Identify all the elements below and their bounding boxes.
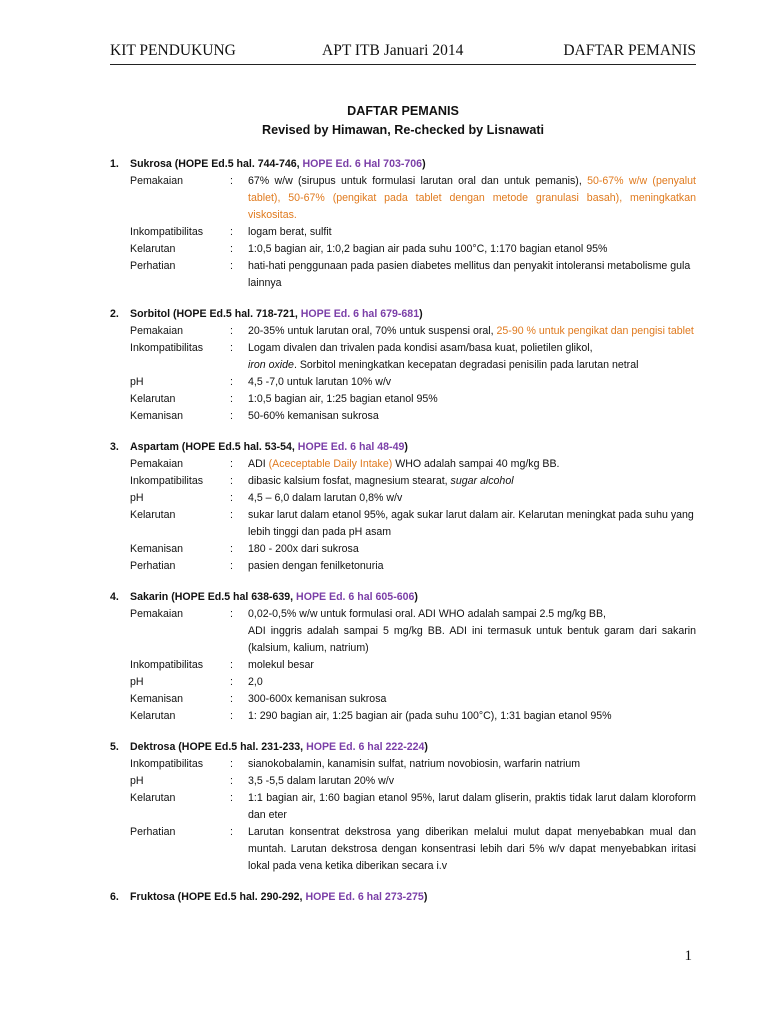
document-subtitle: Revised by Himawan, Re-checked by Lisnawati [261, 123, 545, 137]
section-sorbitol [110, 306, 696, 425]
property-value: 300-600x kemanisan sukrosa [248, 693, 387, 705]
section-number: 3. [110, 441, 119, 453]
property-label: Kelarutan [130, 243, 176, 255]
property-value: molekul besar [248, 659, 314, 671]
colon: : [230, 659, 233, 671]
section-name: Dektrosa (HOPE Ed.5 hal. 231-233, [130, 741, 307, 753]
section-close: ) [423, 891, 428, 903]
document-body [110, 102, 696, 920]
hope6-reference: HOPE Ed. 6 hal 48-49 [297, 441, 405, 453]
property-row [130, 790, 696, 824]
property-row [130, 408, 696, 425]
highlight-text: 50-67% w/w (penyalut tablet), 50-67% (pengikat pada tablet dengan metode granulasi basah), meningkatkan viskositas. [248, 175, 696, 221]
property-row [130, 241, 696, 258]
colon: : [230, 543, 233, 555]
property-row [130, 541, 696, 558]
colon: : [230, 393, 233, 405]
property-label: pH [130, 376, 144, 388]
property-row [130, 824, 696, 875]
hope6-reference: HOPE Ed. 6 hal 605-606 [296, 591, 415, 603]
hope6-reference: HOPE Ed. 6 hal 679-681 [300, 308, 420, 320]
colon: : [230, 342, 233, 354]
property-row [130, 606, 696, 657]
section-title [110, 439, 696, 456]
colon: : [230, 492, 233, 504]
section-name: Aspartam (HOPE Ed.5 hal. 53-54, [130, 441, 298, 453]
colon: : [230, 775, 233, 787]
property-row [130, 657, 696, 674]
property-label: Pemakaian [130, 175, 183, 187]
property-label: Perhatian [130, 560, 176, 572]
property-value: 4,5 -7,0 untuk larutan 10% w/v [248, 376, 392, 388]
section-close: ) [414, 591, 418, 603]
colon: : [230, 693, 233, 705]
property-label: Kemanisan [130, 693, 183, 705]
property-value: 1:0,5 bagian air, 1:25 bagian etanol 95% [248, 393, 438, 405]
property-row [130, 691, 696, 708]
property-value: 50-60% kemanisan sukrosa [248, 410, 379, 422]
colon: : [230, 710, 233, 722]
colon: : [230, 826, 233, 838]
property-row [130, 490, 696, 507]
colon: : [230, 560, 233, 572]
header-right: DAFTAR PEMANIS [563, 42, 696, 59]
property-label: Kemanisan [130, 543, 183, 555]
property-row [130, 374, 696, 391]
colon: : [230, 376, 233, 388]
section-number: 6. [110, 891, 119, 903]
section-title [110, 156, 696, 173]
property-row [130, 391, 696, 408]
section-name: Fruktosa (HOPE Ed.5 hal. 290-292, [130, 891, 306, 903]
property-value: 67% w/w (sirupus untuk formulasi larutan oral dan untuk pemanis), 50-67% w/w (penyalut tablet), 50-67% (pengikat pada tablet dengan metode granulasi basah), meningkatkan viskositas. [248, 175, 696, 221]
section-name: Sorbitol (HOPE Ed.5 hal. 718-721, [130, 308, 301, 320]
property-label: Kelarutan [130, 393, 176, 405]
property-value: 3,5 -5,5 dalam larutan 20% w/v [248, 775, 395, 787]
property-value: 20-35% untuk larutan oral, 70% untuk suspensi oral, 25-90 % untuk pengikat dan pengisi tablet [248, 325, 694, 337]
section-name: Sukrosa (HOPE Ed.5 hal. 744-746, [130, 158, 303, 170]
colon: : [230, 676, 233, 688]
section-close: ) [424, 741, 428, 753]
property-label: Pemakaian [130, 325, 183, 337]
hope6-reference: HOPE Ed. 6 hal 222-224 [306, 741, 425, 753]
property-value: Logam divalen dan trivalen pada kondisi asam/basa kuat, polietilen glikol, iron oxide. Sorbitol meningkatkan kecepatan degradasi penisilin pada larutan netral [248, 342, 639, 371]
section-close: ) [404, 441, 408, 453]
section-fruktosa [110, 889, 696, 906]
property-value: Larutan konsentrat dekstrosa yang diberikan melalui mulut dapat menyebabkan mual dan muntah. Larutan dekstrosa dengan konsentrasi lebih dari 5% w/v dapat menyebabkan iritasi lokal pada vena ketika diberikan secara i.v [248, 826, 696, 872]
property-row [130, 456, 696, 473]
property-value: pasien dengan fenilketonuria [248, 560, 384, 572]
header-left: KIT PENDUKUNG [110, 42, 236, 59]
property-label: Inkompatibilitas [130, 226, 204, 238]
property-value: sianokobalamin, kanamisin sulfat, natrium novobiosin, warfarin natrium [248, 758, 581, 770]
colon: : [230, 608, 233, 620]
section-aspartam [110, 439, 696, 575]
header-center: APT ITB Januari 2014 [322, 42, 464, 59]
property-row [130, 773, 696, 790]
section-dektrosa [110, 739, 696, 875]
colon: : [230, 243, 233, 255]
section-number: 2. [110, 308, 119, 320]
property-label: Inkompatibilitas [130, 342, 204, 354]
property-label: Pemakaian [130, 458, 183, 470]
page-header [110, 42, 696, 64]
section-close: ) [419, 308, 423, 320]
section-sakarin [110, 589, 696, 725]
property-row [130, 340, 696, 374]
property-value: 180 - 200x dari sukrosa [248, 543, 359, 555]
property-row [130, 756, 696, 773]
property-row [130, 224, 696, 241]
colon: : [230, 175, 233, 187]
property-value: 2,0 [248, 676, 263, 688]
section-title [110, 889, 696, 906]
property-value: 1:1 bagian air, 1:60 bagian etanol 95%, larut dalam gliserin, praktis tidak larut dalam kloroform dan eter [248, 792, 696, 821]
property-row [130, 507, 696, 541]
colon: : [230, 410, 233, 422]
property-row [130, 323, 696, 340]
property-label: pH [130, 775, 144, 787]
section-number: 1. [110, 158, 119, 170]
property-label: Pemakaian [130, 608, 183, 620]
document-title: DAFTAR PEMANIS [347, 104, 459, 118]
property-row [130, 473, 696, 490]
property-row [130, 558, 696, 575]
hope6-reference: HOPE Ed. 6 Hal 703-706 [302, 158, 423, 170]
property-value: sukar larut dalam etanol 95%, agak sukar larut dalam air. Kelarutan meningkat pada suhu yang lebih tinggi dan pada pH asam [248, 509, 694, 538]
property-label: Kemanisan [130, 410, 183, 422]
property-value: 1: 290 bagian air, 1:25 bagian air (pada suhu 100°C), 1:31 bagian etanol 95% [248, 710, 612, 722]
property-value: hati-hati penggunaan pada pasien diabetes mellitus dan penyakit intoleransi metabolisme gula lainnya [248, 260, 691, 289]
property-label: Inkompatibilitas [130, 758, 204, 770]
section-name: Sakarin (HOPE Ed.5 hal 638-639, [130, 591, 297, 603]
property-value: dibasic kalsium fosfat, magnesium stearat, sugar alcohol [248, 475, 514, 487]
property-label: Kelarutan [130, 792, 176, 804]
property-value: ADI (Aceceptable Daily Intake) WHO adalah sampai 40 mg/kg BB. [248, 458, 560, 470]
property-label: pH [130, 676, 144, 688]
property-row [130, 708, 696, 725]
property-label: pH [130, 492, 144, 504]
section-title [110, 589, 696, 606]
highlight-text: 25-90 % untuk pengikat dan pengisi tablet [496, 325, 694, 337]
property-label: Perhatian [130, 260, 176, 272]
colon: : [230, 475, 233, 487]
property-label: Inkompatibilitas [130, 659, 204, 671]
section-sukrosa [110, 156, 696, 292]
header-rule [110, 64, 696, 65]
section-title [110, 306, 696, 323]
section-number: 4. [110, 591, 119, 603]
section-close: ) [422, 158, 426, 170]
property-label: Kelarutan [130, 509, 176, 521]
property-label: Kelarutan [130, 710, 176, 722]
section-number: 5. [110, 741, 119, 753]
hope6-reference: HOPE Ed. 6 hal 273-275 [305, 891, 424, 903]
property-label: Perhatian [130, 826, 176, 838]
colon: : [230, 325, 233, 337]
property-row [130, 173, 696, 224]
property-value: logam berat, sulfit [248, 226, 332, 238]
colon: : [230, 260, 233, 272]
colon: : [230, 509, 233, 521]
section-title [110, 739, 696, 756]
page-number: 1 [684, 948, 692, 964]
colon: : [230, 758, 233, 770]
colon: : [230, 792, 233, 804]
property-value: 4,5 – 6,0 dalam larutan 0,8% w/v [248, 492, 403, 504]
property-row [130, 674, 696, 691]
property-row [130, 258, 696, 292]
colon: : [230, 458, 233, 470]
property-value: 0,02-0,5% w/w untuk formulasi oral. ADI WHO adalah sampai 2.5 mg/kg BB, ADI inggris adalah sampai 5 mg/kg BB. ADI ini termasuk untuk bentuk garam dari sakarin (kalsium, kalium, natrium) [248, 608, 696, 654]
italic-term: iron oxide [248, 359, 294, 371]
colon: : [230, 226, 233, 238]
italic-term: sugar alcohol [450, 475, 514, 487]
property-label: Inkompatibilitas [130, 475, 204, 487]
property-value: 1:0,5 bagian air, 1:0,2 bagian air pada suhu 100°C, 1:170 bagian etanol 95% [248, 243, 608, 255]
highlight-text: (Aceceptable Daily Intake) [268, 458, 393, 470]
